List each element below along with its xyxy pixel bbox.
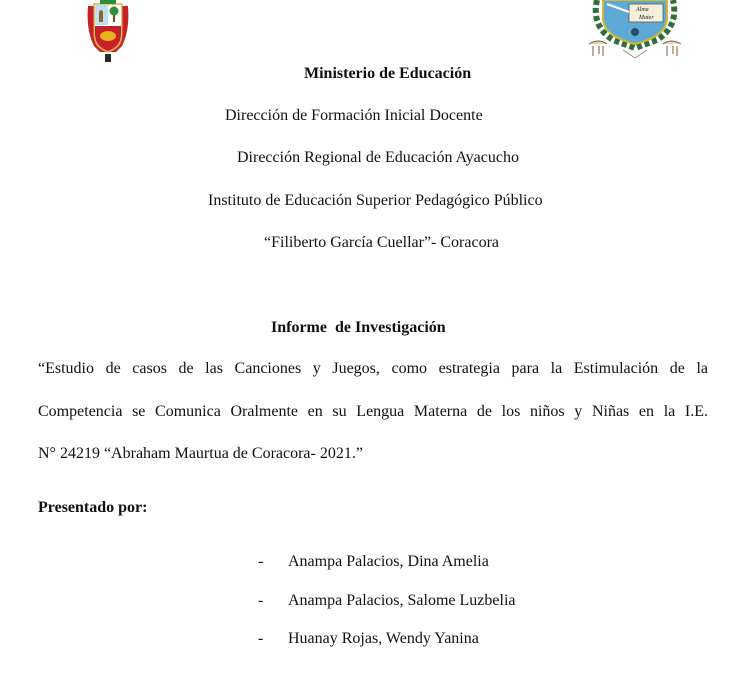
- regional-direction-heading: Dirección Regional de Educación Ayacucho: [237, 149, 519, 166]
- institute-name: “Filiberto García Cuellar”- Coracora: [264, 234, 499, 251]
- bullet-dash: -: [258, 553, 264, 570]
- presented-by-label: Presentado por:: [38, 499, 148, 516]
- author-name: Huanay Rojas, Wendy Yanina: [288, 630, 479, 647]
- report-title-line-3: N° 24219 “Abraham Maurtua de Coracora- 2021.”: [38, 445, 363, 462]
- ministry-heading: Ministerio de Educación: [304, 65, 472, 82]
- author-name: Anampa Palacios, Salome Luzbelia: [288, 592, 516, 609]
- peru-coat-of-arms-icon: [86, 0, 130, 64]
- report-title-line-1: “Estudio de casos de las Canciones y Juegos, como estrategia para la Estimulación de la: [38, 360, 708, 377]
- bullet-dash: -: [258, 630, 264, 647]
- author-name: Anampa Palacios, Dina Amelia: [288, 553, 489, 570]
- institute-shield-icon: [583, 0, 687, 60]
- direction-heading: Dirección de Formación Inicial Docente: [225, 107, 483, 124]
- report-type-heading: Informe de Investigación: [271, 319, 446, 336]
- institute-heading: Instituto de Educación Superior Pedagógico Público: [208, 192, 543, 209]
- svg-text:Mater: Mater: [639, 15, 654, 21]
- bullet-dash: -: [258, 592, 264, 609]
- report-title-line-2: Competencia se Comunica Oralmente en su Lengua Materna de los niños y Niñas en la I.E.: [38, 403, 708, 420]
- svg-text:Alma: Alma: [636, 7, 649, 13]
